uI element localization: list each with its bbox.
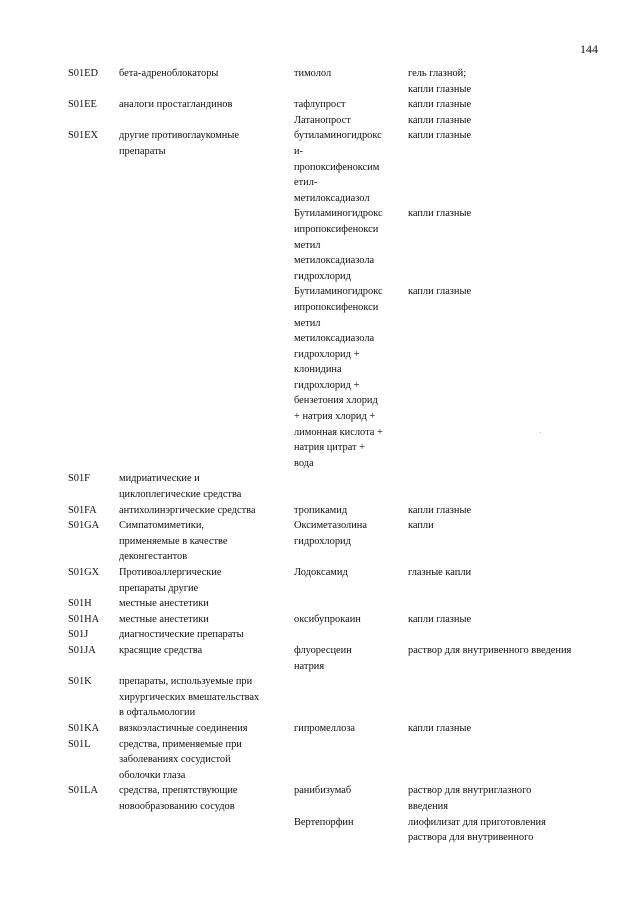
- drug-name-line: пропоксифеноксим: [294, 161, 380, 173]
- atc-code: S01H: [68, 598, 92, 610]
- table-row: [68, 66, 608, 97]
- dosage-form-line: капли глазные: [408, 613, 472, 625]
- group-line: препараты, используемые при: [119, 676, 253, 688]
- atc-code: S01EX: [68, 130, 99, 142]
- dosage-form: [408, 783, 608, 814]
- group-line: новообразованию сосудов: [119, 800, 235, 812]
- atc-code: S01EE: [68, 99, 97, 111]
- dosage-form-line: лиофилизат для приготовления: [408, 816, 546, 828]
- group-line: местные анестетики: [119, 598, 209, 610]
- drug-entry: [294, 206, 608, 284]
- table-row: [68, 674, 608, 721]
- group-line: Противоаллергические: [119, 567, 222, 578]
- group-line: аналоги простагландинов: [119, 99, 233, 111]
- table-row: [68, 612, 608, 628]
- drug-entry: [294, 284, 608, 471]
- drug-name: [294, 66, 408, 97]
- drug-name: [294, 128, 408, 206]
- drug-name: [294, 206, 408, 284]
- drug-classification-table: [68, 66, 608, 846]
- drug-name-line: Оксиметазолина: [294, 520, 367, 532]
- drug-name-line: метилоксадиазола: [294, 333, 375, 345]
- dosage-form-line: капли глазные: [408, 504, 472, 516]
- atc-code: S01JA: [68, 644, 96, 656]
- drug-name-line: тропикамид: [294, 504, 348, 516]
- dosage-form-line: капли глазные: [408, 83, 472, 95]
- group-line: применяемые в качестве: [119, 535, 228, 547]
- group-line: красящие средства: [119, 644, 203, 656]
- group-line: хирургических вмешательствах: [119, 691, 260, 703]
- drug-entry: [294, 612, 608, 628]
- table-row: [68, 128, 608, 471]
- drug-name: [294, 643, 408, 674]
- dosage-form: [408, 815, 608, 846]
- atc-code: S01GX: [68, 567, 100, 578]
- drug-entry: [294, 503, 608, 519]
- group-name: [119, 66, 294, 97]
- table-row: [68, 643, 608, 674]
- drug-name-line: гидрохлорид +: [294, 348, 360, 360]
- dosage-form: [408, 721, 608, 737]
- table-row: [68, 737, 608, 784]
- group-line: циклоплегические средства: [119, 489, 242, 501]
- dosage-form-line: капли глазные: [408, 722, 472, 734]
- drug-name: [294, 284, 408, 471]
- drug-name-line: вода: [294, 457, 314, 469]
- table-row: [68, 471, 608, 502]
- table-row: [68, 518, 608, 565]
- drug-name-line: ипропоксифенокси: [294, 301, 379, 313]
- atc-code: S01HA: [68, 613, 100, 625]
- dosage-form: [408, 612, 608, 628]
- dosage-form: [408, 643, 608, 674]
- drug-name-line: гипромеллоза: [294, 722, 356, 734]
- drug-name-line: бензетония хлорид: [294, 395, 378, 407]
- group-line: вязкоэластичные соединения: [119, 722, 248, 734]
- drug-name-line: етил-: [294, 177, 318, 189]
- drug-entry: [294, 783, 608, 814]
- group-name: [119, 565, 294, 596]
- drug-entry: [294, 97, 608, 113]
- drug-entry: [294, 565, 608, 581]
- drug-name-line: гидрохлорид +: [294, 379, 360, 391]
- group-line: местные анестетики: [119, 613, 209, 625]
- drug-name-line: гидрохлорид: [294, 535, 351, 547]
- drug-name: [294, 503, 408, 519]
- drug-name-line: ипропоксифенокси: [294, 223, 379, 235]
- dosage-form: [408, 97, 608, 113]
- dosage-form-line: глазные капли: [408, 567, 472, 578]
- table-row: [68, 627, 608, 643]
- group-name: [119, 721, 294, 737]
- atc-code: S01GA: [68, 520, 100, 532]
- dosage-form-line: капли глазные: [408, 208, 472, 220]
- drug-name-line: + натрия хлорид +: [294, 411, 376, 423]
- drug-entry: [294, 518, 608, 549]
- group-name: [119, 518, 294, 565]
- drug-name-line: тимолол: [294, 68, 332, 79]
- drug-name-line: Бутиламиногидрокс: [294, 286, 383, 298]
- dosage-form: [408, 206, 608, 284]
- table-row: [68, 721, 608, 737]
- drug-name-line: тафлупрост: [294, 99, 346, 111]
- drug-name-line: Латанопрост: [294, 114, 351, 126]
- dosage-form-line: капли глазные: [408, 286, 472, 298]
- group-name: [119, 128, 294, 471]
- drug-name: [294, 565, 408, 581]
- table-row: [68, 596, 608, 612]
- group-name: [119, 674, 294, 721]
- group-line: оболочки глаза: [119, 769, 186, 781]
- dosage-form: [408, 66, 608, 97]
- drug-name-line: гидрохлорид: [294, 270, 351, 282]
- group-name: [119, 471, 294, 502]
- drug-name-line: натрия цитрат +: [294, 442, 366, 454]
- atc-code: S01F: [68, 473, 90, 485]
- drug-entry: [294, 66, 608, 97]
- drug-name-line: Бутиламиногидрокс: [294, 208, 383, 220]
- dosage-form-line: гель глазной;: [408, 68, 467, 79]
- drug-name: [294, 721, 408, 737]
- drug-name: [294, 518, 408, 549]
- dosage-form-line: раствор для внутривенного введения: [408, 644, 572, 656]
- dosage-form-line: раствора для внутривенного: [408, 832, 534, 844]
- group-line: другие противоглаукомные: [119, 130, 239, 142]
- dosage-form: [408, 503, 608, 519]
- drug-entry: [294, 815, 608, 846]
- dosage-form: [408, 518, 608, 549]
- dosage-form-line: раствор для внутриглазного: [408, 785, 532, 797]
- group-line: антихолинэргические средства: [119, 504, 256, 516]
- group-line: мидриатические и: [119, 473, 200, 485]
- dosage-form: [408, 284, 608, 471]
- atc-code: S01FA: [68, 504, 97, 516]
- dosage-form-line: капли глазные: [408, 114, 472, 126]
- drug-entry: [294, 128, 608, 206]
- group-line: препараты: [119, 145, 166, 157]
- atc-code: S01KA: [68, 722, 100, 734]
- dosage-form-line: капли глазные: [408, 99, 472, 111]
- drug-name-line: клонидина: [294, 364, 342, 376]
- group-line: средства, препятствующие: [119, 785, 238, 797]
- group-name: [119, 503, 294, 519]
- drug-name-line: метил: [294, 239, 321, 251]
- atc-code: S01LA: [68, 785, 99, 797]
- group-name: [119, 643, 294, 674]
- dosage-form: [408, 113, 608, 129]
- drug-name-line: оксибупрокаин: [294, 613, 361, 625]
- group-name: [119, 596, 294, 612]
- table-row: [68, 97, 608, 128]
- group-name: [119, 737, 294, 784]
- atc-code: S01ED: [68, 68, 99, 79]
- group-line: средства, применяемые при: [119, 738, 242, 750]
- drug-name-line: метил: [294, 317, 321, 329]
- drug-name-line: метилоксадиазола: [294, 255, 375, 267]
- drug-entry: [294, 643, 608, 674]
- dosage-form-line: капли глазные: [408, 130, 472, 142]
- drug-entry: [294, 721, 608, 737]
- dosage-form-line: введения: [408, 800, 449, 812]
- atc-code: S01K: [68, 676, 92, 688]
- drug-name-line: Вертепорфин: [294, 816, 354, 828]
- group-name: [119, 783, 294, 845]
- group-name: [119, 627, 294, 643]
- group-line: диагностические препараты: [119, 629, 244, 641]
- group-line: деконгестантов: [119, 551, 188, 563]
- drug-name-line: лимонная кислота +: [294, 426, 383, 438]
- dosage-form: [408, 565, 608, 581]
- group-line: Симпатомиметики,: [119, 520, 205, 532]
- group-line: препараты другие: [119, 582, 199, 594]
- group-name: [119, 612, 294, 628]
- drug-entry: [294, 113, 608, 129]
- drug-name-line: и-: [294, 145, 304, 157]
- atc-code: S01L: [68, 738, 91, 750]
- drug-name: [294, 612, 408, 628]
- dosage-form-line: капли: [408, 520, 434, 532]
- group-line: заболеваниях сосудистой: [119, 754, 231, 766]
- group-name: [119, 97, 294, 128]
- drug-name-line: натрия: [294, 660, 325, 672]
- drug-name-line: Лодоксамид: [294, 567, 348, 578]
- group-line: в офтальмологии: [119, 707, 196, 719]
- drug-name: [294, 97, 408, 113]
- drug-name-line: бутиламиногидрокс: [294, 130, 382, 142]
- dosage-form: [408, 128, 608, 206]
- drug-name-line: флуоресцеин: [294, 644, 352, 656]
- group-line: бета-адреноблокаторы: [119, 68, 219, 79]
- drug-name: [294, 113, 408, 129]
- atc-code: S01J: [68, 629, 89, 641]
- drug-name: [294, 815, 408, 846]
- table-row: [68, 565, 608, 596]
- page-number: 144: [580, 42, 598, 56]
- drug-name: [294, 783, 408, 814]
- table-row: [68, 503, 608, 519]
- drug-name-line: метилоксадиазол: [294, 192, 370, 204]
- drug-name-line: ранибизумаб: [294, 785, 352, 797]
- table-row: [68, 783, 608, 845]
